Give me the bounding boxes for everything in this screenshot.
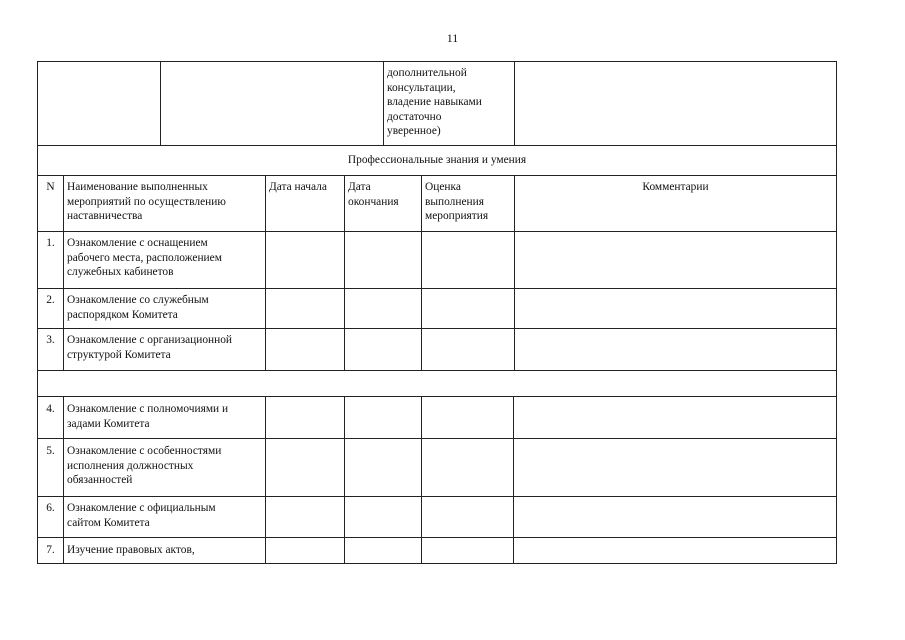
- row-activity-name: Ознакомление с официальным сайтом Комитета: [67, 502, 216, 529]
- column-separator: [344, 396, 345, 564]
- table-border-left: [37, 61, 38, 564]
- row-separator: [37, 328, 837, 329]
- row-number: 2.: [46, 294, 55, 306]
- column-separator: [160, 61, 161, 146]
- row-separator: [37, 231, 837, 232]
- row-separator: [37, 288, 837, 289]
- column-separator: [514, 175, 515, 371]
- column-separator: [265, 175, 266, 371]
- row-number: 5.: [46, 445, 55, 457]
- header-start-date: Дата начала: [269, 181, 327, 193]
- header-comments: Комментарии: [642, 181, 709, 193]
- table-border-top: [37, 61, 837, 62]
- row-number: 4.: [46, 403, 55, 415]
- row-activity-name: Ознакомление с оснащением рабочего места, расположением служебных кабинетов: [67, 237, 222, 278]
- table-border-right: [836, 61, 837, 564]
- row-activity-name: Ознакомление с особенностями исполнения должностных обязанностей: [67, 445, 222, 486]
- row-separator: [37, 396, 837, 397]
- column-separator: [421, 396, 422, 564]
- header-number: N: [46, 181, 55, 193]
- row-separator: [37, 537, 837, 538]
- column-separator: [513, 396, 514, 564]
- row-separator: [37, 438, 837, 439]
- column-separator: [265, 396, 266, 564]
- row-activity-name: Ознакомление со служебным распорядком Комитета: [67, 294, 209, 321]
- row-number: 6.: [46, 502, 55, 514]
- row-number: 7.: [46, 544, 55, 556]
- row-number: 1.: [46, 237, 55, 249]
- continued-cell-text: дополнительной консультации, владение навыками достаточно уверенное): [387, 67, 482, 137]
- header-rating: Оценка выполнения мероприятия: [425, 181, 489, 222]
- row-activity-name: Изучение правовых актов,: [67, 544, 195, 556]
- row-separator: [37, 496, 837, 497]
- row-number: 3.: [46, 334, 55, 346]
- column-separator: [514, 61, 515, 146]
- table-border-bottom: [37, 563, 837, 564]
- section-title: Профессиональные знания и умения: [347, 154, 527, 166]
- page-number: 11: [446, 31, 459, 45]
- row-separator: [37, 370, 837, 371]
- row-activity-name: Ознакомление с организационной структурой Комитета: [67, 334, 232, 361]
- row-activity-name: Ознакомление с полномочиями и задами Комитета: [67, 403, 229, 430]
- header-activity-name: Наименование выполненных мероприятий по осуществлению наставничества: [67, 181, 226, 222]
- row-separator: [37, 175, 837, 176]
- header-end-date: Дата окончания: [348, 181, 399, 208]
